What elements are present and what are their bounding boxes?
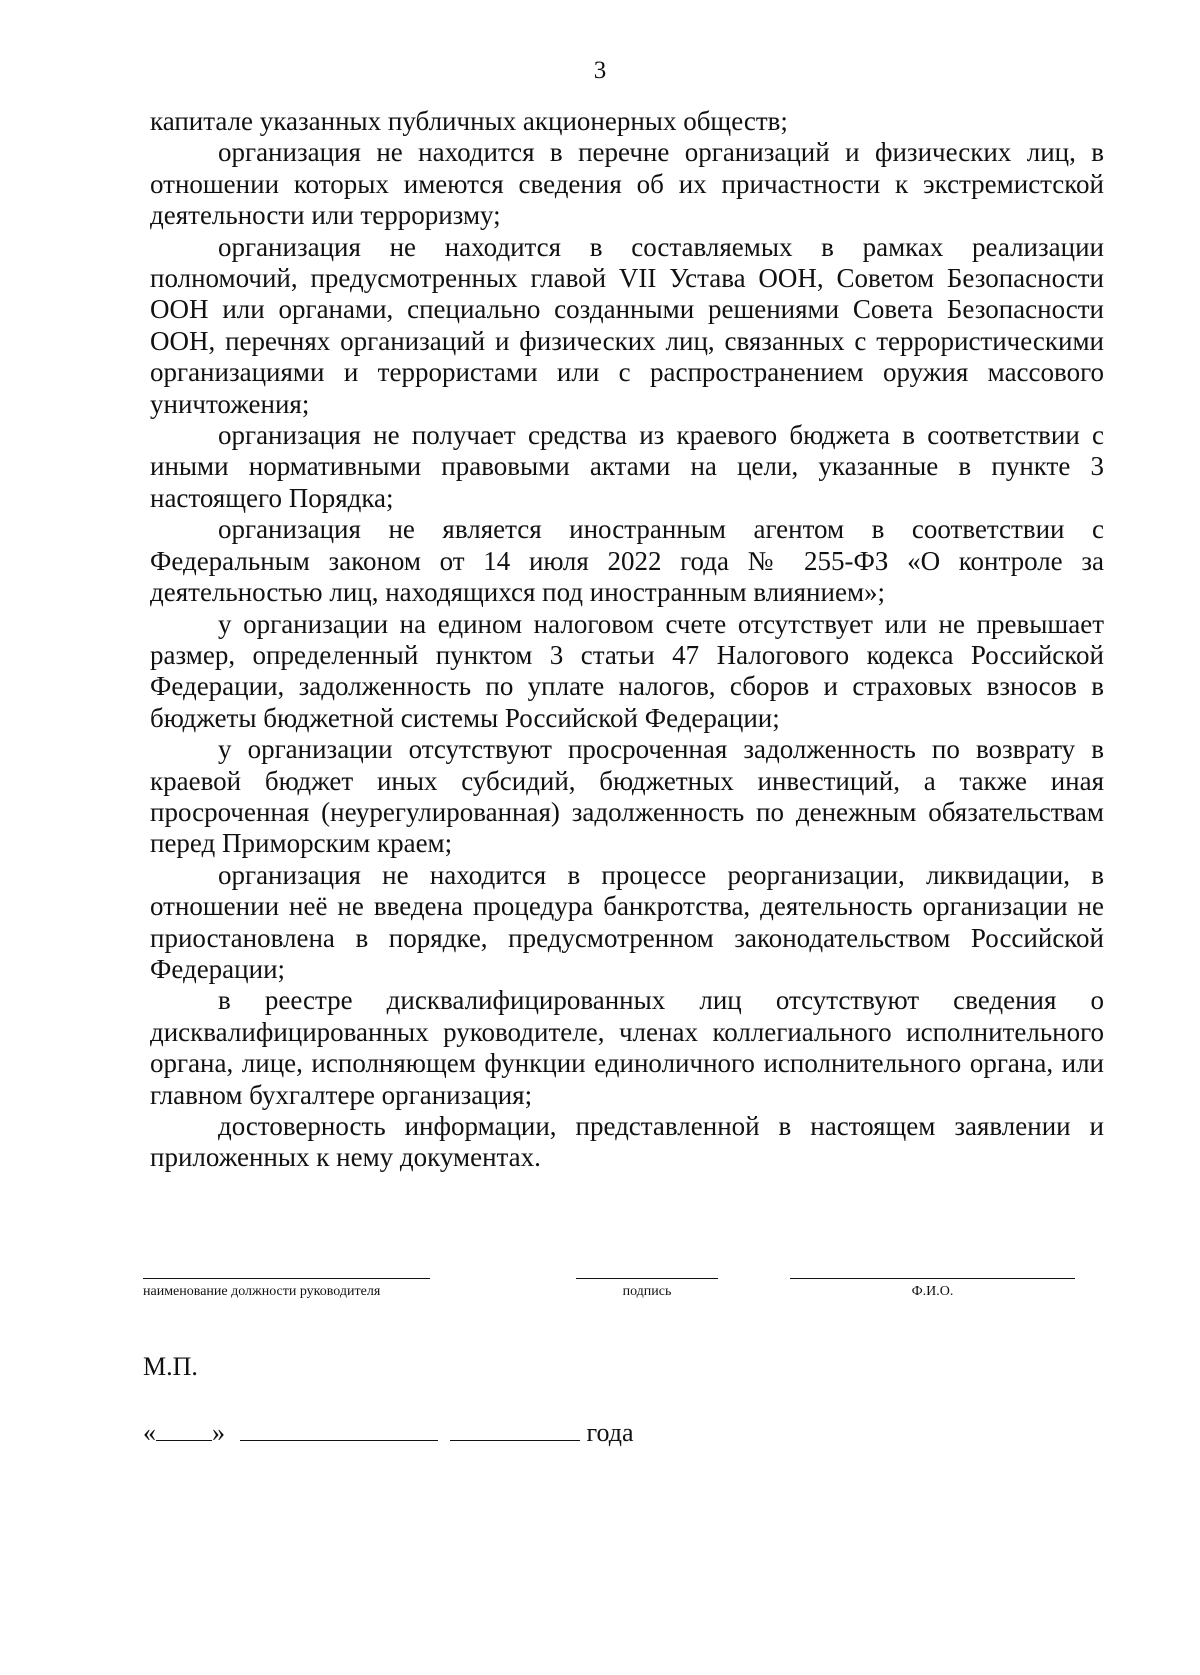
- signature-caption: подпись: [622, 1284, 672, 1299]
- stamp-label: М.П.: [143, 1352, 198, 1381]
- year-blank: [450, 1416, 580, 1441]
- date-close-quote: »: [212, 1418, 225, 1447]
- day-blank: [156, 1416, 212, 1441]
- date-open-quote: «: [143, 1418, 156, 1447]
- paragraph: организация не находится в составляемых в рамках реализации полномочий, предусмотренных главой VII Устава ООН, Советом Безопасности ООН или органами, специально созданными решениями Совета Безопасности ООН, перечнях организаций и физических лиц, связанных с террористическими организациями и террористами или с распространением оружия массового уничтожения;: [150, 231, 1104, 419]
- date-line: [143, 1416, 634, 1448]
- paragraph: у организации отсутствуют просроченная задолженность по возврату в краевой бюджет иных субсидий, бюджетных инвестиций, а также иная просроченная (неурегулированная) задолженность по денежным обязательствам перед Приморским краем;: [150, 734, 1104, 859]
- year-word: года: [586, 1418, 634, 1447]
- paragraph: достоверность информации, представленной в настоящем заявлении и приложенных к нему документах.: [150, 1111, 1104, 1173]
- paragraph: организация не находится в перечне организаций и физических лиц, в отношении которых имеются сведения об их причастности к экстремистской деятельности или терроризму;: [150, 137, 1104, 231]
- position-signature-line: [143, 1278, 430, 1279]
- page-number: 3: [593, 57, 607, 84]
- document-body: [150, 106, 1104, 1174]
- signature-line: [576, 1278, 718, 1279]
- paragraph: капитале указанных публичных акционерных обществ;: [150, 106, 788, 136]
- paragraph: организация не получает средства из краевого бюджета в соответствии с иными нормативными правовыми актами на цели, указанные в пункте 3 настоящего Порядка;: [150, 420, 1104, 513]
- paragraph: в реестре дисквалифицированных лиц отсутствуют сведения о дисквалифицированных руководителе, членах коллегиального исполнительного органа, лице, исполняющем функции единоличного исполнительного органа, или главном бухгалтере организация;: [150, 985, 1104, 1110]
- name-signature-line: [790, 1278, 1075, 1279]
- paragraph: у организации на едином налоговом счете отсутствует или не превышает размер, определенный пунктом 3 статьи 47 Налогового кодекса Российской Федерации, задолженность по уплате налогов, сборов и страховых взносов в бюджеты бюджетной системы Российской Федерации;: [150, 608, 1104, 733]
- paragraph: организация не является иностранным агентом в соответствии с Федеральным законом от 14 июля 2022 года № 255-ФЗ «О контроле за деятельностью лиц, находящихся под иностранным влиянием»;: [150, 514, 1104, 608]
- name-caption: Ф.И.О.: [911, 1284, 954, 1299]
- month-blank: [240, 1416, 438, 1441]
- paragraph: организация не находится в процессе реорганизации, ликвидации, в отношении неё не введена процедура банкротства, деятельность организации не приостановлена в порядке, предусмотренном законодательством Российской Федерации;: [150, 859, 1104, 984]
- position-caption: наименование должности руководителя: [143, 1284, 381, 1299]
